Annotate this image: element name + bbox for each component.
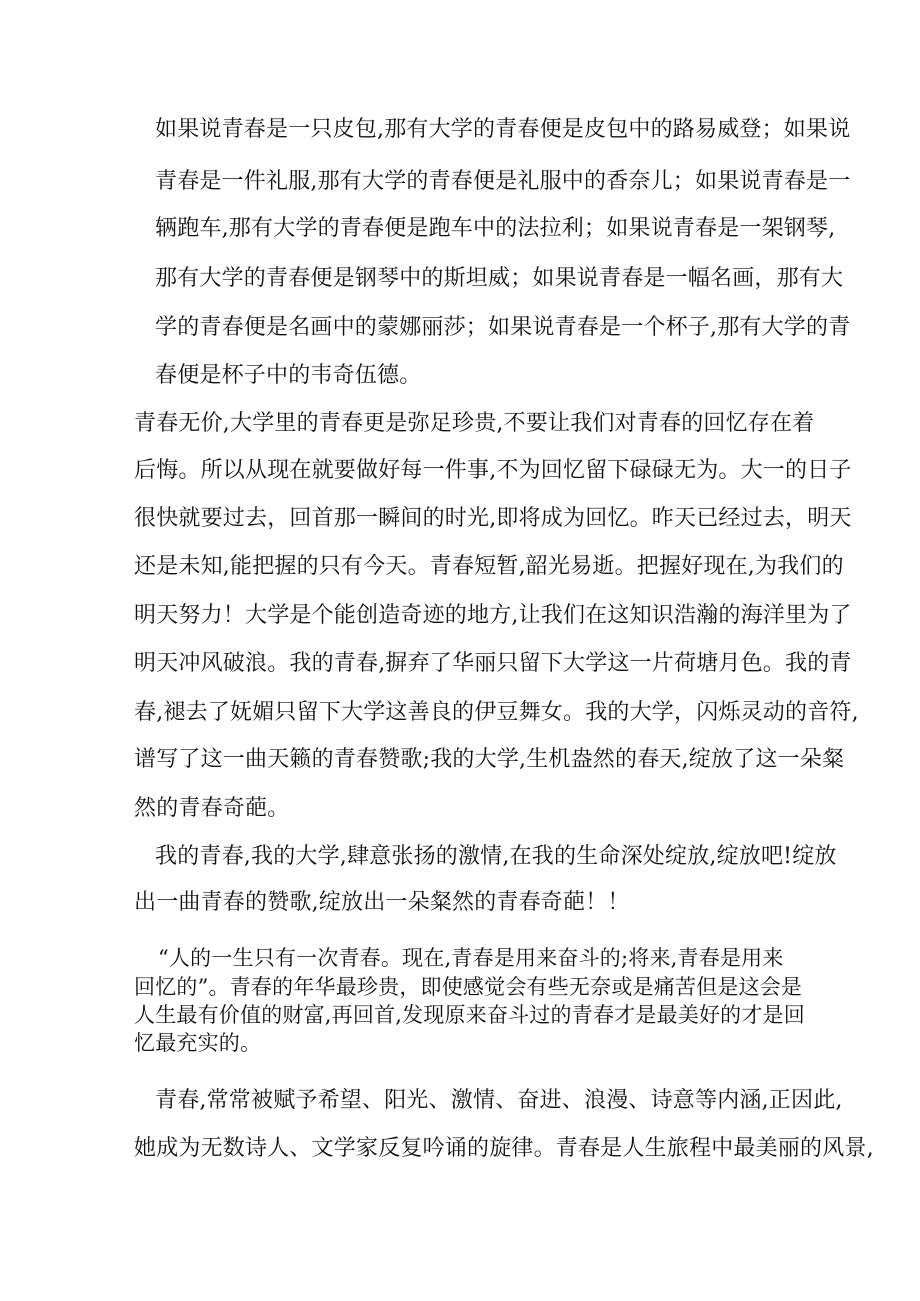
paragraph-line: 如果说青春是一只皮包,那有大学的青春便是皮包中的路易威登；如果说 (155, 117, 851, 142)
paragraph-line: 我的青春,我的大学,肆意张扬的激情,在我的生命深处绽放,绽放吧!绽放 (155, 844, 837, 869)
paragraph-line: 很快就要过去，回首那一瞬间的时光,即将成为回忆。昨天已经过去，明天 (134, 506, 852, 531)
paragraph-line: 明天努力！大学是个能创造奇迹的地方,让我们在这知识浩瀚的海洋里为了 (134, 603, 852, 628)
paragraph-line: 青春无价,大学里的青春更是弥足珍贵,不要让我们对青春的回忆存在着 (134, 411, 815, 436)
paragraph-line: 她成为无数诗人、文学家反复吟诵的旋律。青春是人生旅程中最美丽的风景, (134, 1136, 874, 1161)
paragraph-line: 青春是一件礼服,那有大学的青春便是礼服中的香奈儿；如果说青春是一 (155, 169, 851, 194)
paragraph-line: 忆最充实的。 (134, 1031, 262, 1055)
paragraph-line: 学的青春便是名画中的蒙娜丽莎；如果说青春是一个杯子,那有大学的青 (155, 315, 851, 340)
paragraph-line: 人生最有价值的财富,再回首,发现原来奋斗过的青春才是最美好的才是回 (134, 1003, 805, 1027)
paragraph-line: 回忆的”。青春的年华最珍贵，即使感觉会有些无奈或是痛苦但是这会是 (134, 975, 803, 999)
paragraph-line: 出一曲青春的赞歌,绽放出一朵粲然的青春奇葩！！ (134, 890, 630, 915)
paragraph-line: 然的青春奇葩。 (134, 796, 290, 821)
paragraph-line: 春便是杯子中的韦奇伍德。 (155, 363, 422, 388)
paragraph-line: 后悔。所以从现在就要做好每一件事,不为回忆留下碌碌无为。大一的日子 (134, 458, 852, 483)
paragraph-line: 明天冲风破浪。我的青春,摒弃了华丽只留下大学这一片荷塘月色。我的青 (134, 651, 852, 676)
paragraph-line: “人的一生只有一次青春。现在,青春是用来奋斗的;将来,青春是用来 (158, 946, 784, 970)
paragraph-line: 辆跑车,那有大学的青春便是跑车中的法拉利；如果说青春是一架钢琴, (155, 216, 836, 241)
paragraph-line: 还是未知,能把握的只有今天。青春短暂,韶光易逝。把握好现在,为我们的 (134, 554, 844, 579)
paragraph-line: 青春,常常被赋予希望、阳光、激情、奋进、浪漫、诗意等内涵,正因此, (155, 1088, 843, 1113)
paragraph-line: 那有大学的青春便是钢琴中的斯坦威；如果说青春是一幅名画，那有大 (155, 266, 844, 291)
paragraph-line: 谱写了这一曲天籁的青春赞歌;我的大学,生机盎然的春天,绽放了这一朵粲 (134, 747, 845, 772)
paragraph-line: 春,褪去了妩媚只留下大学这善良的伊豆舞女。我的大学，闪烁灵动的音符, (134, 700, 859, 725)
